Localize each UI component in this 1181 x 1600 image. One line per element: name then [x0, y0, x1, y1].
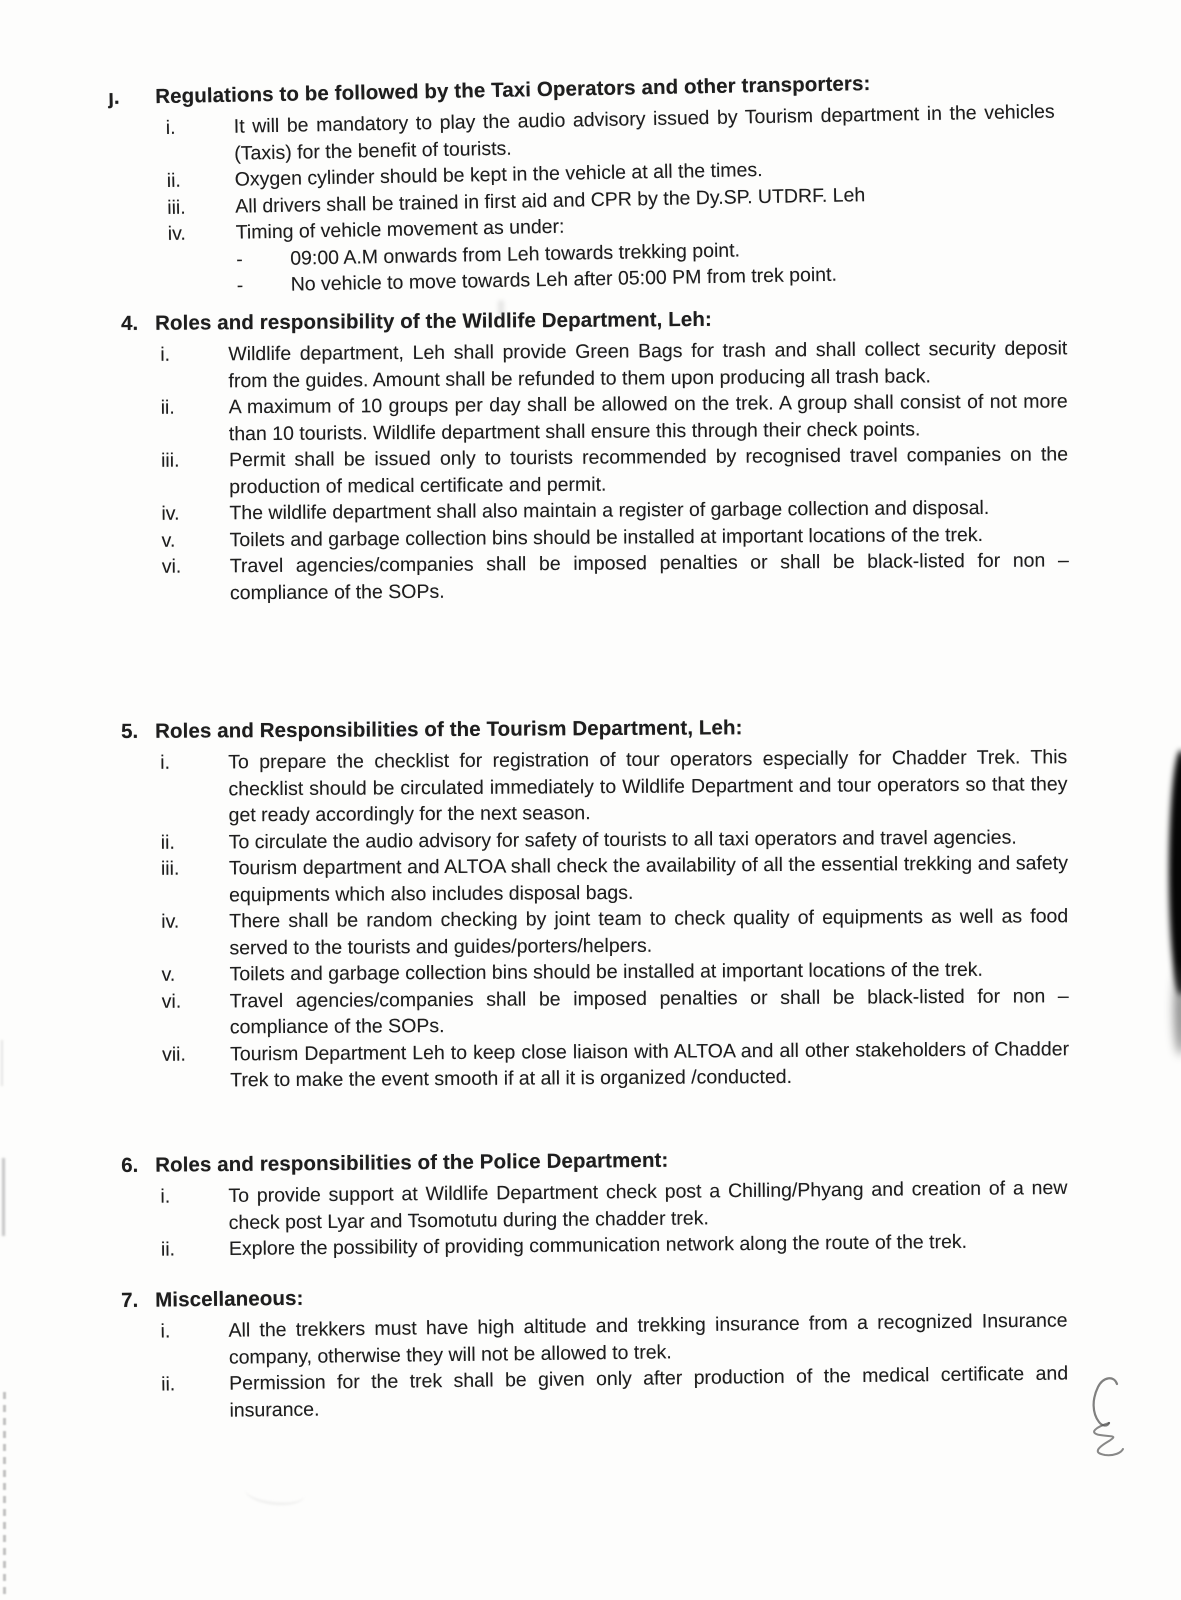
section-title: Roles and responsibilities of the Police Department:: [155, 1148, 669, 1177]
item-text: Wildlife department, Leh shall provide Green Bags for trash and shall collect security deposit from the guides. Amount shall be refunded to them upon producing all trash back.: [228, 337, 1068, 392]
item-marker: ii.: [160, 831, 175, 854]
item-text: To prepare the checklist for registration of tour operators especially for Chadder Trek. This checklist should be circulated immediately to Wildlife Department and tour operators so that they get ready accordingly for the next season.: [228, 746, 1068, 827]
subitem-text: No vehicle to move towards Leh after 05:00 PM from trek point.: [290, 263, 838, 296]
item-marker: i.: [160, 1185, 171, 1208]
section-number: 5.: [121, 719, 139, 743]
item-marker: iv.: [161, 910, 180, 933]
section-number: 7.: [121, 1288, 139, 1312]
list-item: [122, 1360, 1069, 1425]
item-text: Toilets and garbage collection bins should be installed at important locations of the trek.: [229, 958, 983, 986]
list-item: [122, 441, 1068, 501]
left-edge-scan-line: [2, 1158, 5, 1236]
item-marker: v.: [161, 963, 176, 986]
list-item: [122, 388, 1068, 448]
item-marker: i.: [160, 751, 171, 774]
section-title: Roles and responsibility of the Wildlife Department, Leh:: [155, 307, 712, 335]
subitem-text: 09:00 A.M onwards from Leh towards trekking point.: [290, 238, 741, 270]
list-item: [121, 335, 1067, 395]
list-item: [121, 744, 1067, 829]
item-marker: iii.: [160, 449, 180, 472]
section-items: [121, 744, 1069, 1094]
scan-edge-streak-fade: [1174, 965, 1181, 1055]
list-item: [123, 1036, 1069, 1095]
item-marker: ii.: [160, 1238, 176, 1261]
item-text: Travel agencies/companies shall be imposed penalties or shall be black-listed for non – compliance of the SOPs.: [229, 549, 1069, 604]
item-text: To provide support at Wildlife Department check post a Chilling/Phyang and creation of a new check post Lyar and Tsomotutu during the chadder trek.: [228, 1176, 1068, 1234]
list-item: [123, 983, 1069, 1042]
item-marker: iii.: [167, 196, 186, 219]
left-edge-scan-line-faint: [1, 1040, 3, 1086]
item-marker: vi.: [161, 990, 182, 1013]
scan-edge-streak: [1169, 750, 1181, 995]
document-section: [108, 67, 1058, 302]
item-text: A maximum of 10 groups per day shall be allowed on the trek. A group shall consist of not more than 10 tourists. Wildlife department shall ensure this through their check points.: [228, 390, 1068, 445]
item-marker: vii.: [161, 1043, 186, 1066]
list-item: [111, 205, 1058, 302]
item-marker: v.: [161, 529, 176, 552]
subitem-marker: -: [236, 248, 243, 271]
item-text: It will be mandatory to play the audio advisory issued by Tourism department in the vehicles (Taxis) for the benefit of tourists.: [233, 100, 1055, 165]
item-marker: iv.: [161, 502, 180, 525]
item-marker: vi.: [161, 555, 182, 578]
section-items: [121, 1175, 1068, 1264]
item-text: Travel agencies/companies shall be imposed penalties or shall be black-listed for non – compliance of the SOPs.: [229, 984, 1069, 1039]
section-title: Miscellaneous:: [155, 1286, 304, 1312]
item-marker: ii.: [166, 169, 182, 192]
item-text: The wildlife department shall also maintain a register of garbage collection and disposal.: [229, 496, 990, 525]
document-section: [121, 1143, 1068, 1264]
item-marker: i.: [160, 1320, 171, 1343]
section-number: 4.: [121, 311, 139, 335]
item-text: Explore the possibility of providing communication network along the route of the trek.: [228, 1230, 968, 1260]
section-items: [121, 335, 1069, 607]
subitem-marker: -: [236, 274, 244, 297]
item-marker: iv.: [167, 222, 187, 245]
list-item: [122, 903, 1068, 962]
item-marker: i.: [165, 116, 176, 139]
section-heading: [121, 303, 1067, 338]
item-text: Tourism Department Leh to keep close liaison with ALTOA and all other stakeholders of Chadder Trek to make the event smooth if at all it is organized /conducted.: [229, 1037, 1070, 1092]
section-number: ȷ.: [108, 85, 120, 109]
section-heading: [121, 712, 1067, 746]
item-text: All the trekkers must have high altitude and trekking insurance from a recognized Insurance company, otherwise they will not be allowed to trek.: [228, 1309, 1068, 1369]
section-items: [109, 99, 1058, 302]
item-text: Oxygen cylinder should be kept in the vehicle at all the times.: [234, 159, 763, 191]
item-marker: iii.: [160, 857, 180, 880]
item-text: Permit shall be issued only to tourists recommended by recognised travel companies on the production of medical certificate and permit.: [228, 443, 1069, 498]
faint-pencil-mark: [244, 1477, 306, 1508]
item-marker: i.: [160, 343, 171, 366]
item-marker: ii.: [160, 396, 175, 419]
item-text: To circulate the audio advisory for safety of tourists to all taxi operators and travel agencies.: [228, 826, 1017, 853]
item-text: There shall be random checking by joint team to check quality of equipments as well as food served to the tourists and guides/porters/helpers.: [229, 905, 1069, 959]
section-heading: [121, 1143, 1067, 1180]
item-text: Toilets and garbage collection bins should be installed at important locations of the trek.: [229, 523, 984, 551]
document-section: [121, 1275, 1069, 1425]
item-marker: ii.: [161, 1373, 176, 1396]
document-section: [121, 303, 1069, 607]
section-items: [121, 1307, 1068, 1425]
item-text: Permission for the trek shall be given only after production of the medical certificate and insurance.: [229, 1362, 1069, 1422]
document-section: [121, 712, 1069, 1094]
section-title: Regulations to be followed by the Taxi Operators and other transporters:: [155, 72, 871, 109]
section-number: 6.: [121, 1153, 139, 1177]
item-text: Tourism department and ALTOA shall check the availability of all the essential trekking and safety equipments which also includes disposal bags.: [228, 852, 1068, 906]
section-title: Roles and Responsibilities of the Tourism Department, Leh:: [155, 716, 743, 743]
list-item: [123, 547, 1069, 607]
list-item: [121, 1175, 1067, 1237]
item-text: Timing of vehicle movement as under:: [235, 215, 565, 244]
handwritten-pen-squiggle: [1076, 1372, 1130, 1462]
item-text: All drivers shall be trained in first aid and CPR by the Dy.SP. UTDRF. Leh: [235, 183, 866, 218]
left-edge-scan-line-dotted: [3, 1392, 6, 1600]
list-item: [122, 850, 1068, 909]
